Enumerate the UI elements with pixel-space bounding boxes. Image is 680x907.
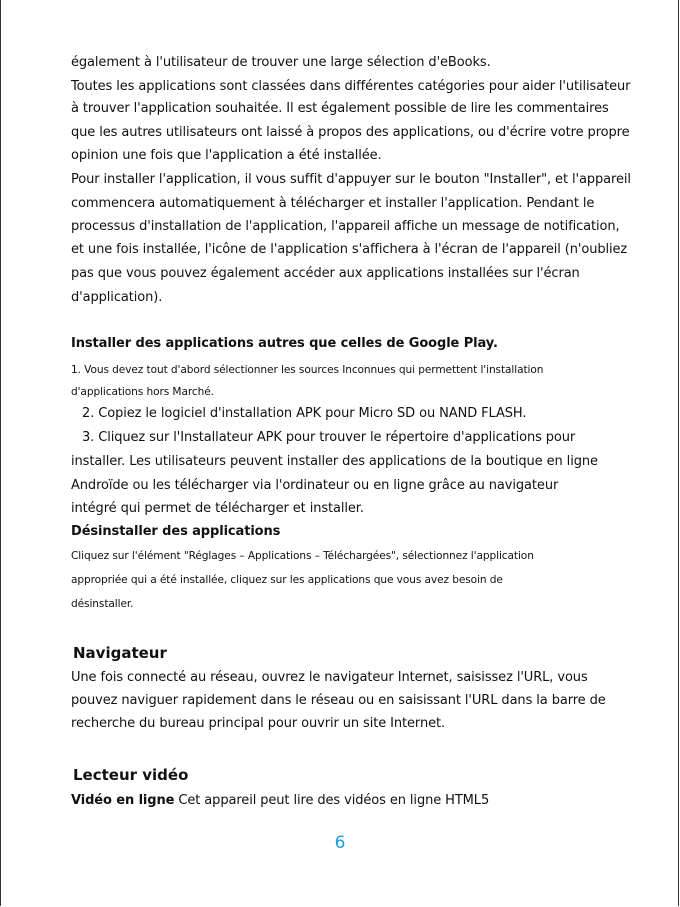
text-line: 3. Cliquez sur l'Installateur APK pour trouver le répertoire d'applications pour xyxy=(82,430,576,445)
text-line: commencera automatiquement à télécharger et installer l'application. Pendant le xyxy=(71,196,595,211)
text-line: opinion une fois que l'application a été installée. xyxy=(71,148,382,163)
text-line: à trouver l'application souhaitée. Il est également possible de lire les commentaires xyxy=(71,101,609,116)
text-line: appropriée qui a été installée, cliquez sur les applications que vous avez besoin de xyxy=(71,574,503,586)
text-line: d'applications hors Marché. xyxy=(71,386,214,398)
text-line: 2. Copiez le logiciel d'installation APK pour Micro SD ou NAND FLASH. xyxy=(82,406,527,421)
text-line: processus d'installation de l'application, l'appareil affiche un message de notification, xyxy=(71,219,620,234)
section-title: Lecteur vidéo xyxy=(73,766,189,784)
text-line xyxy=(71,793,489,809)
text-line: Une fois connecté au réseau, ouvrez le navigateur Internet, saisissez l'URL, vous xyxy=(71,670,588,685)
text-line: pas que vous pouvez également accéder aux applications installées sur l'écran xyxy=(71,266,580,281)
text-line: recherche du bureau principal pour ouvrir un site Internet. xyxy=(71,716,446,731)
text-line: d'application). xyxy=(71,290,163,305)
text-line: pouvez naviguer rapidement dans le réseau ou en saisissant l'URL dans la barre de xyxy=(71,693,606,708)
text-line: Cliquez sur l'élément "Réglages – Applications – Téléchargées", sélectionnez l'application xyxy=(71,550,534,562)
text-line: 1. Vous devez tout d'abord sélectionner les sources Inconnues qui permettent l'installation xyxy=(71,364,544,376)
text-line: également à l'utilisateur de trouver une large sélection d'eBooks. xyxy=(71,55,491,70)
text-line: désinstaller. xyxy=(71,598,134,610)
text-line: installer. Les utilisateurs peuvent installer des applications de la boutique en ligne xyxy=(71,454,598,469)
text-line: intégré qui permet de télécharger et installer. xyxy=(71,501,364,516)
text-line: Toutes les applications sont classées dans différentes catégories pour aider l'utilisateur xyxy=(71,79,631,94)
online-video-label: Vidéo en ligne xyxy=(71,793,175,808)
text-line: Androïde ou les télécharger via l'ordinateur ou en ligne grâce au navigateur xyxy=(71,478,559,493)
text-line: que les autres utilisateurs ont laissé à propos des applications, ou d'écrire votre propre xyxy=(71,125,630,140)
section-heading: Installer des applications autres que celles de Google Play. xyxy=(71,336,498,351)
page-number: 6 xyxy=(334,833,346,853)
section-heading: Désinstaller des applications xyxy=(71,524,281,539)
online-video-text: Cet appareil peut lire des vidéos en ligne HTML5 xyxy=(174,793,490,808)
text-line: Pour installer l'application, il vous suffit d'appuyer sur le bouton "Installer", et l'appareil xyxy=(71,172,631,187)
section-title: Navigateur xyxy=(73,644,167,662)
text-line: et une fois installée, l'icône de l'application s'affichera à l'écran de l'appareil (n'oubliez xyxy=(71,242,628,257)
